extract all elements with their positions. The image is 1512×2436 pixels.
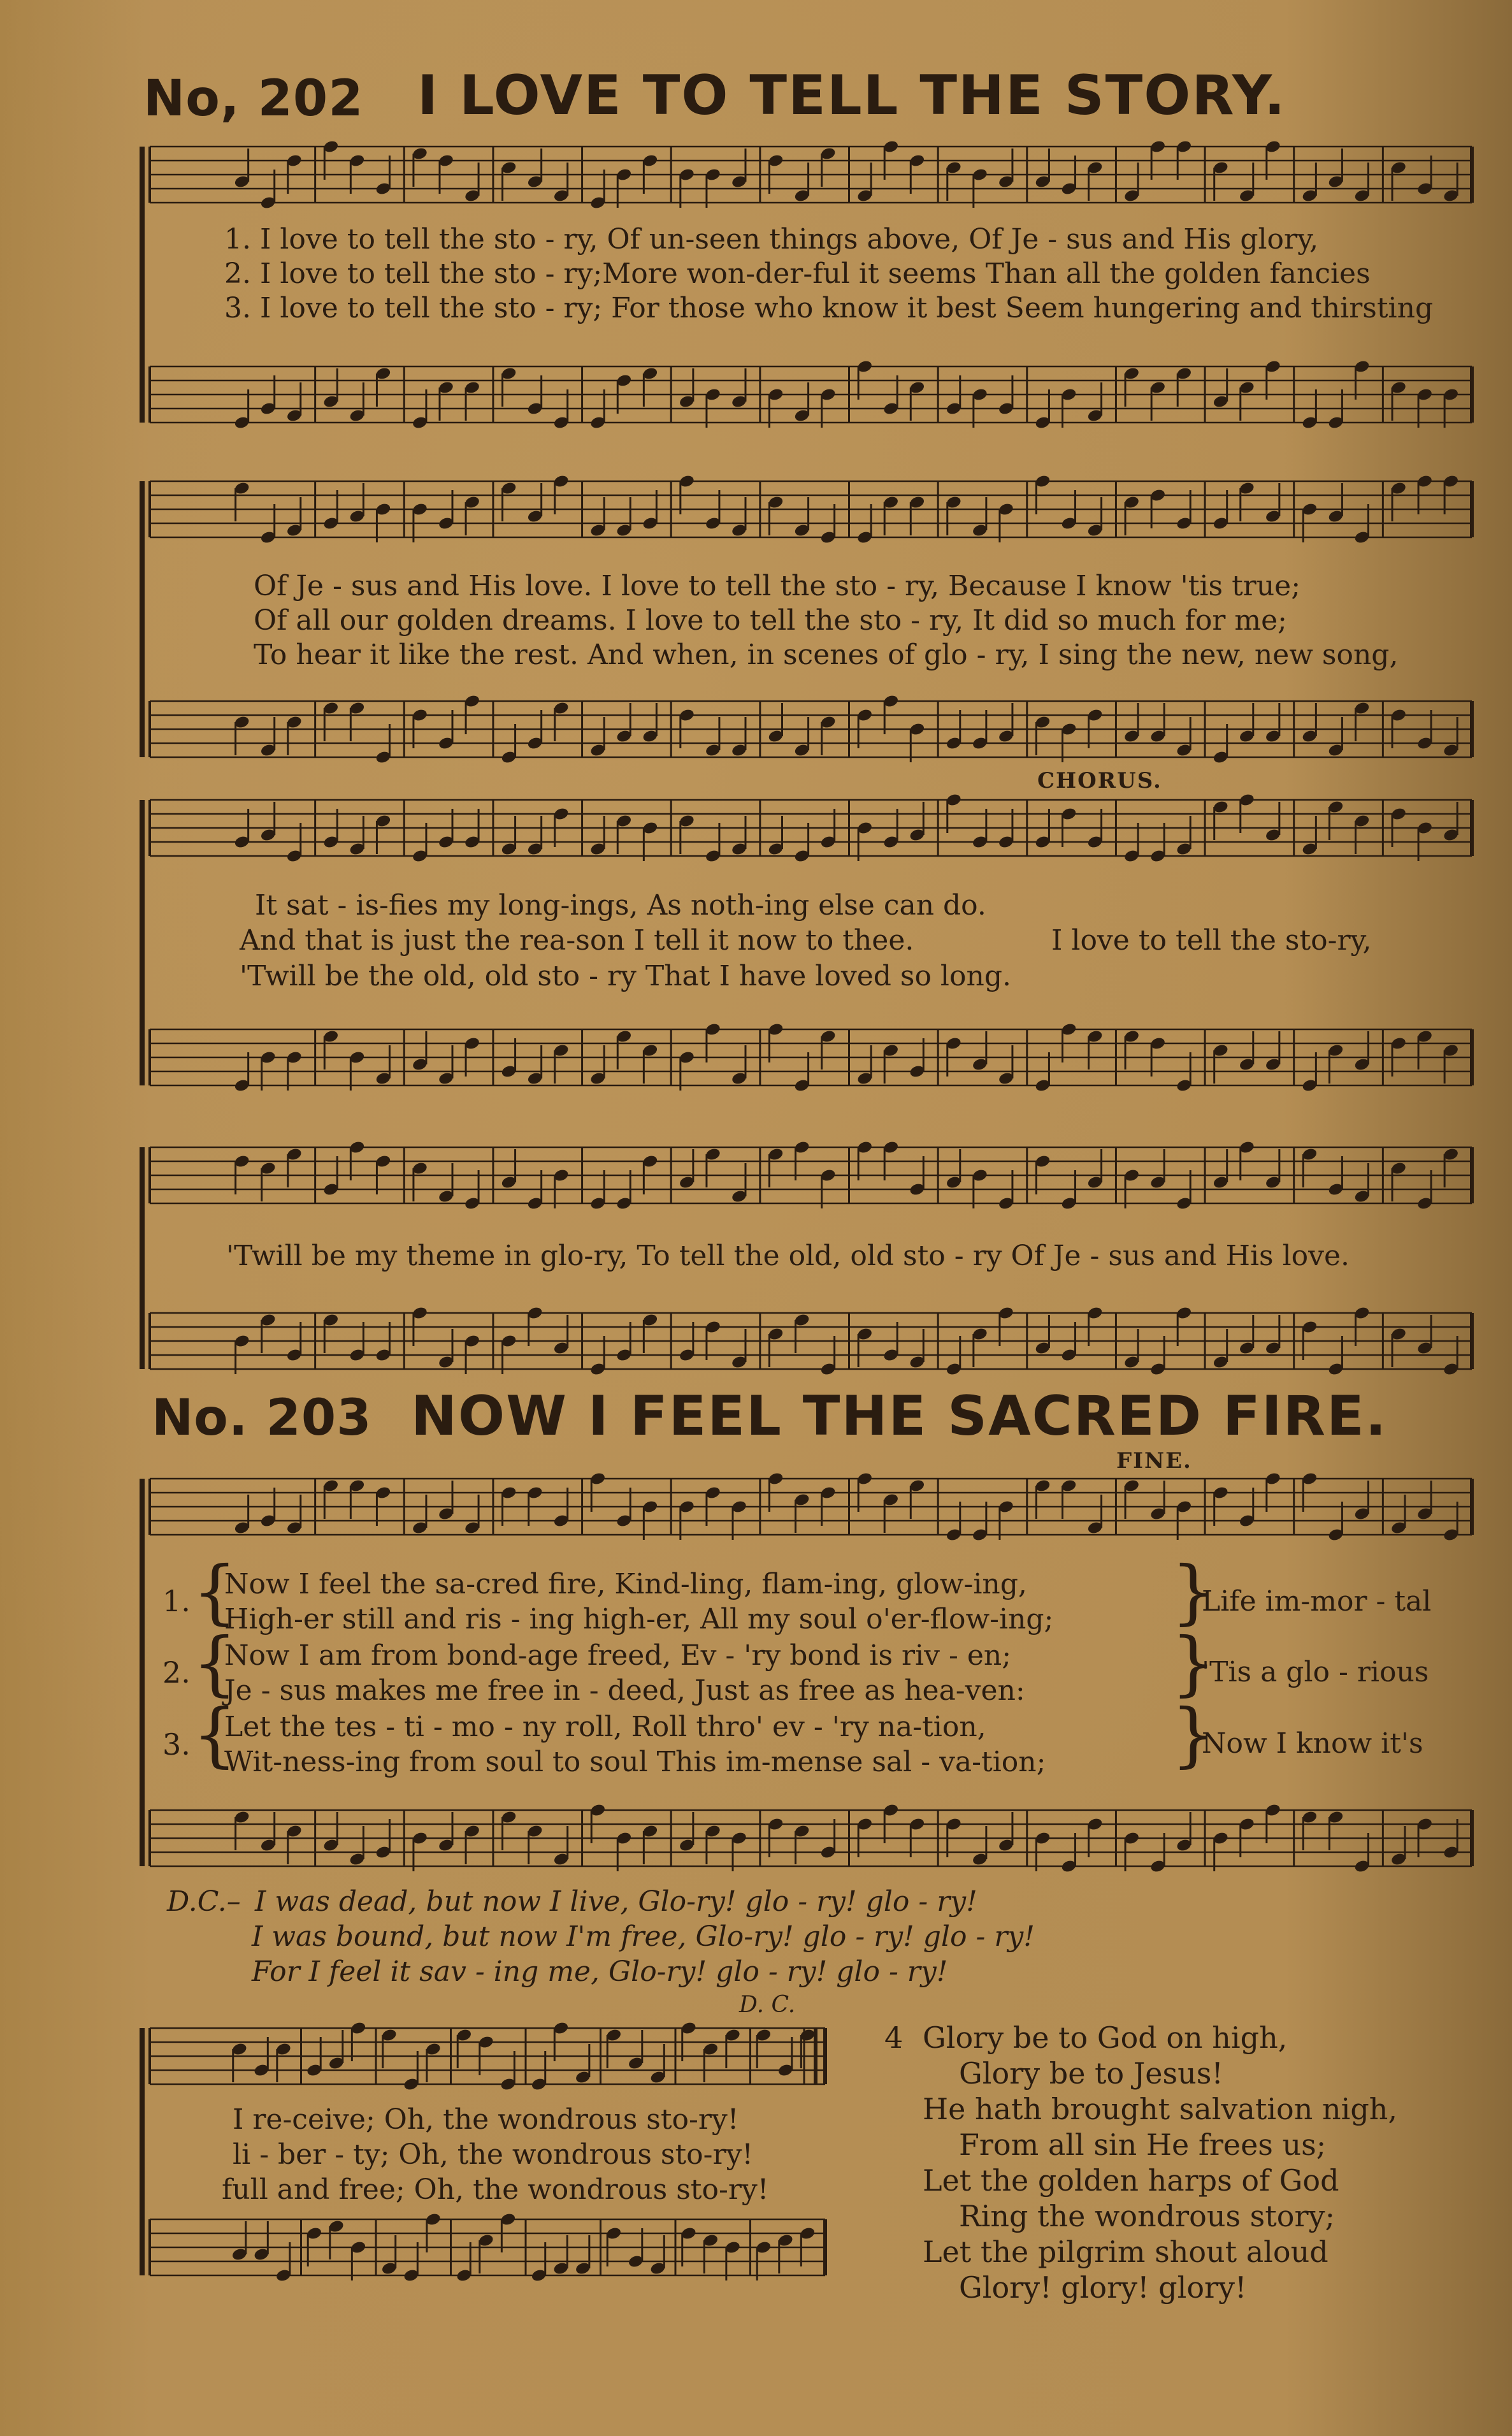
- verse-4-line-3: He hath brought salvation nigh,: [923, 2092, 1398, 2126]
- verse-4-line-2: Glory be to Jesus!: [959, 2056, 1223, 2091]
- verse-4-line-8: Glory! glory! glory!: [959, 2270, 1247, 2305]
- verse-4-line-6: Ring the wondrous story;: [959, 2199, 1335, 2233]
- ending-line-1: I re-ceive; Oh, the wondrous sto-ry!: [233, 2103, 739, 2136]
- verse-3-line-1: Let the tes - ti - mo - ny roll, Roll thro' ev - 'ry na-tion,: [224, 1711, 986, 1743]
- hymn-202-s1-verse-3: 3. I love to tell the sto - ry; For those who know it best Seem hungering and thirsting: [224, 292, 1434, 324]
- hymn-203-title: NOW I FEEL THE SACRED FIRE.: [411, 1384, 1388, 1448]
- hymn-202-s3-verse-1: It sat - is-fies my long-ings, As noth-ing else can do.: [255, 889, 986, 922]
- verse-3-line-2: Wit-ness-ing from soul to soul This im-mense sal - va-tion;: [224, 1746, 1046, 1778]
- hymn-202-s2-verse-1: Of Je - sus and His love. I love to tell the sto - ry, Because I know 'tis true;: [254, 570, 1301, 602]
- verse-1-line-1: Now I feel the sa-cred fire, Kind-ling, flam-ing, glow-ing,: [224, 1568, 1027, 1600]
- verse-1-refrain: Life im-mor - tal: [1202, 1585, 1432, 1618]
- hymn-202-s2-verse-2: Of all our golden dreams. I love to tell the sto - ry, It did so much for me;: [254, 604, 1287, 637]
- verse-3-brace: {: [192, 1693, 237, 1775]
- dc-prefix: D.C.–: [167, 1885, 241, 1918]
- verse-2-number: 2.: [162, 1655, 191, 1690]
- hymn-202-number: No, 202: [143, 70, 364, 127]
- dc-line-2: I was bound, but now I'm free, Glo-ry! glo - ry! glo - ry!: [252, 1920, 1035, 1953]
- dc-line-3: For I feel it sav - ing me, Glo-ry! glo - ry! glo - ry!: [252, 1955, 948, 1988]
- chorus-label: CHORUS.: [1037, 768, 1162, 794]
- verse-4-number: 4: [884, 2020, 904, 2055]
- verse-1-number: 1.: [162, 1584, 191, 1618]
- hymn-202-chorus-text: I love to tell the sto-ry,: [1051, 924, 1372, 957]
- hymn-202-s3-verse-2: And that is just the rea-son I tell it now to thee.: [240, 924, 914, 957]
- verse-2-refrain: 'Tis a glo - rious: [1202, 1656, 1429, 1688]
- hymn-202-title: I LOVE TO TELL THE STORY.: [417, 64, 1286, 127]
- verse-4-line-5: Let the golden harps of God: [923, 2163, 1339, 2198]
- dc-label: D. C.: [739, 1992, 796, 2018]
- verse-2-brace: {: [192, 1622, 237, 1704]
- verse-1-brace: {: [192, 1551, 237, 1632]
- verse-3-number: 3.: [162, 1727, 191, 1762]
- verse-4-line-4: From all sin He frees us;: [959, 2128, 1327, 2162]
- ending-line-3: full and free; Oh, the wondrous sto-ry!: [222, 2173, 769, 2206]
- ending-line-2: li - ber - ty; Oh, the wondrous sto-ry!: [233, 2138, 754, 2171]
- hymn-202-s4-verse-1: 'Twill be my theme in glo-ry, To tell the old, old sto - ry Of Je - sus and His love.: [226, 1240, 1350, 1272]
- hymn-202-s2-verse-3: To hear it like the rest. And when, in scenes of glo - ry, I sing the new, new song,: [254, 639, 1399, 671]
- fine-label: FINE.: [1116, 1448, 1192, 1474]
- verse-1-close-brace: }: [1171, 1551, 1216, 1632]
- hymn-202-s3-verse-3: 'Twill be the old, old sto - ry That I have loved so long.: [240, 960, 1011, 992]
- verse-4-line-7: Let the pilgrim shout aloud: [923, 2235, 1328, 2269]
- verse-2-line-1: Now I am from bond-age freed, Ev - 'ry bond is riv - en;: [224, 1639, 1012, 1672]
- dc-line-1: I was dead, but now I live, Glo-ry! glo - ry! glo - ry!: [255, 1885, 977, 1918]
- verse-2-line-2: Je - sus makes me free in - deed, Just as free as hea-ven:: [224, 1674, 1025, 1707]
- verse-3-refrain: Now I know it's: [1202, 1727, 1423, 1760]
- verse-4-line-1: Glory be to God on high,: [923, 2020, 1288, 2055]
- verse-2-close-brace: }: [1171, 1622, 1216, 1704]
- hymn-202-s1-verse-2: 2. I love to tell the sto - ry;More won-der-ful it seems Than all the golden fancies: [224, 257, 1371, 290]
- hymn-202-s1-verse-1: 1. I love to tell the sto - ry, Of un-seen things above, Of Je - sus and His glory,: [224, 223, 1319, 256]
- verse-1-line-2: High-er still and ris - ing high-er, All my soul o'er-flow-ing;: [224, 1603, 1054, 1635]
- verse-3-close-brace: }: [1171, 1693, 1216, 1775]
- hymn-203-number: No. 203: [152, 1389, 372, 1447]
